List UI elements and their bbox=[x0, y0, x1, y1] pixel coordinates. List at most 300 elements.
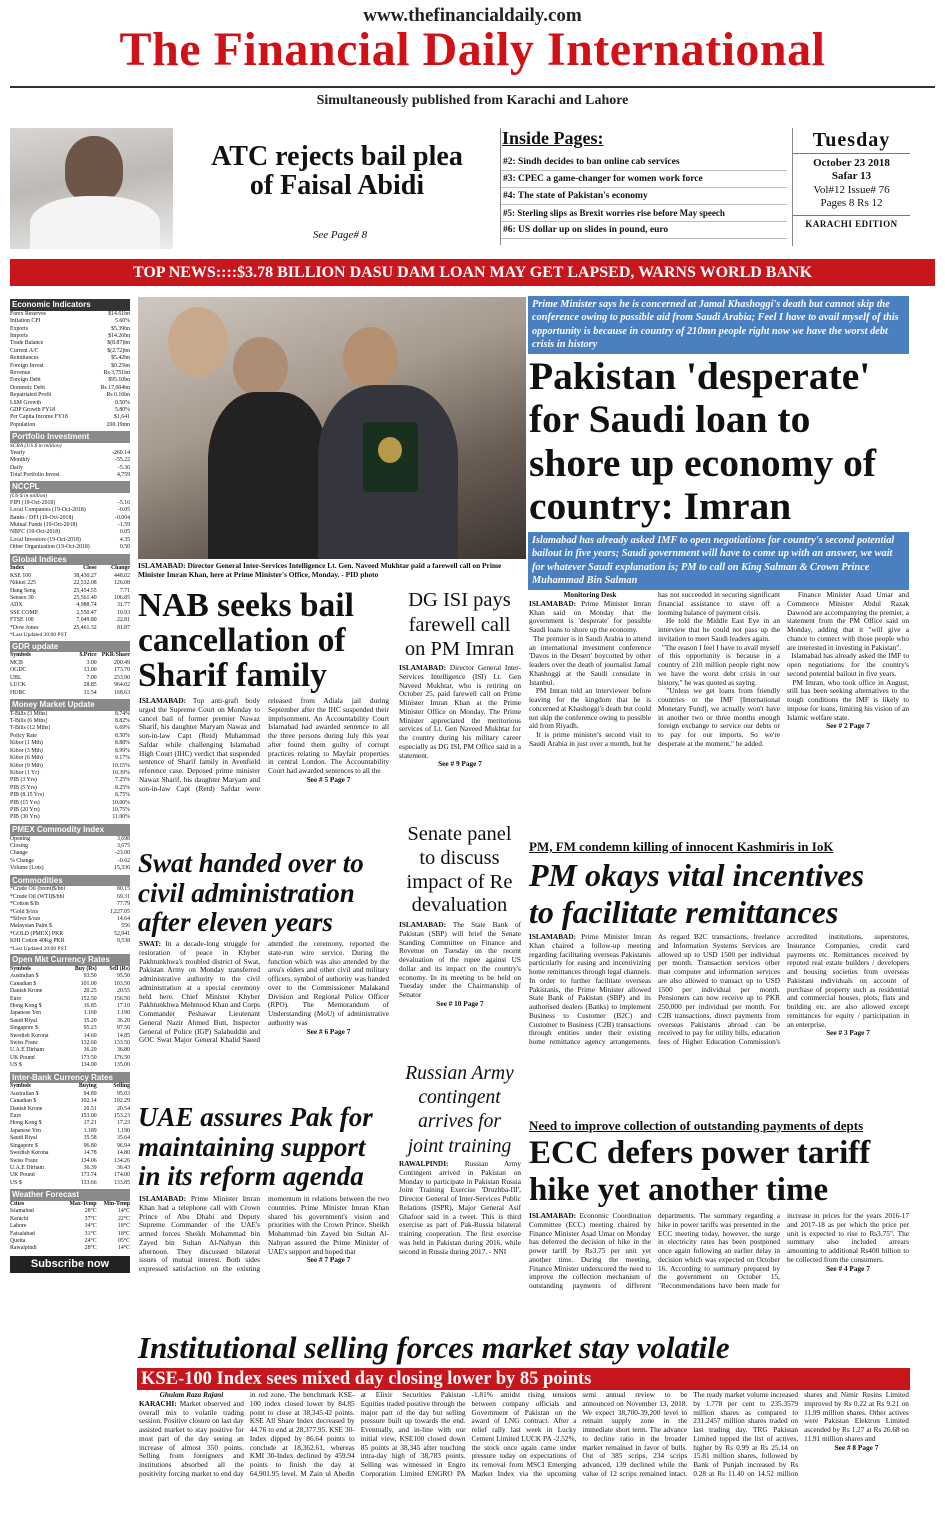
pmex-row bbox=[10, 858, 130, 865]
global-header-cell: Close bbox=[83, 565, 97, 572]
portfolio-cell: Yearly bbox=[10, 449, 26, 456]
swat-headline-l2: civil administration bbox=[138, 877, 355, 908]
economic-cell: Rs 0.16bn bbox=[106, 392, 130, 399]
money-row bbox=[10, 711, 130, 718]
global-row bbox=[10, 573, 130, 580]
money-cell: 8.25% bbox=[115, 784, 130, 791]
economic-cell: Imports bbox=[10, 332, 29, 339]
top-story-see-page[interactable]: See Page# 8 bbox=[312, 229, 368, 241]
portfolio-cell: -260.14 bbox=[112, 449, 130, 456]
money-cell: 10.15% bbox=[112, 762, 130, 769]
global-row bbox=[10, 610, 130, 617]
gdr-header-cell: $.Price bbox=[79, 652, 97, 659]
commodities-cell: *GOLD (PMEX) PKR bbox=[10, 930, 64, 937]
senate-text: The State Bank of Pakistan (SBP) will brief the Senate Standing Committee on Finance and Revenue on Tuesday on the recent devaluation of the rupee against US dollar and its impact on the country's economy. In its meeting to be held on Tuesday under the Chairmanship of Senator bbox=[399, 921, 521, 999]
swat-headline-l3: after eleven years bbox=[138, 907, 333, 938]
global-cell: FTSE 100 bbox=[10, 617, 34, 624]
interbank-cell: 17.21 bbox=[83, 1120, 97, 1127]
economic-row bbox=[10, 370, 130, 377]
open_mkt-cell: Hong Kong $ bbox=[10, 1003, 42, 1010]
weather-cell: Islamabad bbox=[10, 1208, 34, 1215]
nccpl-row bbox=[10, 544, 130, 551]
commodities-row bbox=[10, 894, 130, 901]
open_mkt-cell: Swedish Korona bbox=[10, 1032, 49, 1039]
interbank-cell: 1.189 bbox=[83, 1127, 97, 1134]
economic-cell: Remittances bbox=[10, 355, 39, 362]
global-footnote: *Last Updated 20:00 PST bbox=[10, 632, 67, 639]
open_mkt-cell: 132.60 bbox=[80, 1040, 97, 1047]
open_mkt-cell: 156.50 bbox=[114, 995, 130, 1002]
global-cell: 448.02 bbox=[114, 572, 130, 579]
photo-caption: ISLAMABAD: Director General Inter-Services Intelligence Lt. Gen. Naveed Mukhtar paid a farewell call on Prime Minister Imran Khan, here at Prime Minister's Office, Monday. - PID photo bbox=[138, 561, 502, 579]
economic-row bbox=[10, 363, 130, 370]
inside-pages-box bbox=[500, 128, 787, 245]
weather-cell: Lahore bbox=[10, 1223, 27, 1230]
gdr-cell: 7.00 bbox=[86, 674, 97, 681]
economic-cell: GDP Growth FY18 bbox=[10, 407, 56, 414]
weather-cell: 18°C bbox=[118, 1223, 130, 1230]
subscribe-button[interactable]: Subscribe now bbox=[10, 1256, 130, 1273]
interbank-header-cell: Symbols bbox=[10, 1083, 31, 1090]
commodities-row bbox=[10, 901, 130, 908]
portfolio-cell: Daily bbox=[10, 464, 23, 471]
senate-headline-l1: Senate panel bbox=[407, 823, 512, 845]
commodities-row bbox=[10, 923, 130, 930]
global-row bbox=[10, 588, 130, 595]
open_mkt-cell: 173.50 bbox=[80, 1054, 97, 1061]
open_mkt-cell: 93.50 bbox=[83, 973, 97, 980]
money-row bbox=[10, 740, 130, 747]
interbank-cell: 102.29 bbox=[114, 1098, 130, 1105]
weather-header-cell: Max-Temp bbox=[69, 1200, 97, 1207]
gdr-row bbox=[10, 660, 130, 667]
senate-body bbox=[399, 921, 521, 1061]
top-news-ticker[interactable]: TOP NEWS::::$3.78 BILLION DASU DAM LOAN MAY GET LAPSED, WARNS WORLD BANK bbox=[10, 259, 935, 286]
interbank-cell: 102.14 bbox=[80, 1098, 97, 1105]
open_mkt-cell: 20.25 bbox=[83, 988, 97, 995]
open_mkt-cell: 103.50 bbox=[114, 980, 130, 987]
economic-cell: $5.42bn bbox=[111, 355, 130, 362]
global-cell: SSE COMP bbox=[10, 609, 38, 616]
open_mkt-cell: Japanese Yen bbox=[10, 1010, 41, 1017]
economic-row bbox=[10, 340, 130, 347]
money-cell: Kibor (1 Mth) bbox=[10, 740, 43, 747]
global-cell: 106.85 bbox=[114, 595, 130, 601]
nab-headline[interactable] bbox=[138, 588, 398, 694]
weather-cell: 22°C bbox=[118, 1215, 130, 1222]
bottom-headline[interactable]: Institutional selling forces market stay volatile bbox=[138, 1330, 730, 1365]
saudi-byline: Monitoring Desk bbox=[563, 591, 617, 599]
swat-dateline: SWAT: bbox=[139, 940, 162, 948]
senate-headline[interactable] bbox=[398, 823, 521, 918]
gdr-cell: 233.90 bbox=[114, 674, 130, 681]
nab-headline-l3: Sharif family bbox=[138, 657, 327, 695]
money-cell: 8.88% bbox=[115, 740, 130, 747]
open_mkt-cell: 1.160 bbox=[83, 1010, 97, 1017]
dgisi-dateline: ISLAMABAD: bbox=[399, 664, 447, 672]
weather-row bbox=[10, 1231, 130, 1238]
global-cell: 38,430.27 bbox=[73, 572, 97, 579]
nccpl-cell: 0.50 bbox=[119, 544, 130, 551]
weather-cell: 34°C bbox=[84, 1223, 97, 1230]
nab-dateline: ISLAMABAD: bbox=[139, 697, 187, 705]
money-cell: PIB (15 Yrs) bbox=[10, 799, 40, 806]
nccpl-cell: -5.16 bbox=[117, 499, 130, 506]
weather-cell: 37°C bbox=[84, 1215, 97, 1222]
weather-header-row bbox=[10, 1201, 130, 1208]
uae-headline-l2: maintaining support bbox=[138, 1131, 366, 1162]
money-row bbox=[10, 718, 130, 725]
interbank-cell: 134.06 bbox=[80, 1157, 97, 1164]
bottom-text: Market observed and overall mix to volatile trading session. Positive closure on last day assisted market to stay positive for most part of the day seeing an increase of almost 350 points. Selling from foreigners and institutions absorbed all the positivity forcing market to end day in red zone. The benchmark KSE-100 index closed lower by 84.85 point to close at 38,345.42 points. KSE All Share Index decreased by 44.76 to end at 28,377.95. KSE 30-Index dipped by 86.64 points to conclude at 18,362.61, whereas KMI 30-Index declined by 459.94 points to finish the day at 64,901.95 level. M Zain ul Abedin at Elixir Securities Pakistan Equities traded positive through the major part of the day but selling pressure built up towards the end. Eventually, and in-line with our initial view, KSE100 closed down 85 points at 38,345 after touching intra-day high of 38,783 points. Selling was witnessed in Engro Corporation Limited ENGRO PA -1.81% amidst rising tensions between company officials and Government of Pakistan on the award of LNG contract. After a relief rally last week in Lucky Cement Limited LUCK PA -2.52%, the stock once again came under pressure today on expectations of its removal from MSCI Emerging Market Index via the upcoming semi annual review to be announced on November 13, 2018. We expect 38,700-39,200 level to remain supply zone in the immediate short term. The advance to decline ratio in the broader market remained in favor of bulls. Out of 385 scrips, 234 scrips advanced, 139 declined while the value of 12 scrips remained intact. The ready market volume increased by 1.778 per cent to 235.3579 million shares as compared to 231.2457 million shares traded on last trading day. TRG Pakistan Limited topped the list of actives, higher by Rs 0.99 at Rs 25.14 on 15.81 million shares, followed by Bank of Punjab increased by Rs 0.28 at Rs 11.40 on 14.52 million shares and Nimir Resins Limited improved by Rs 0.22 at Rs 9.21 on 11.99 million shares. Other actives were Pakistan Elektron Limited ascended by Rs 1.27 at Rs 26.68 on 11.91 million shares and bbox=[139, 1391, 909, 1478]
global-cell: 10.93 bbox=[116, 609, 130, 616]
money-cell: PIB (8.15 Yrs) bbox=[10, 792, 45, 799]
remit-body bbox=[529, 933, 909, 1113]
interbank-row bbox=[10, 1165, 130, 1172]
uae-dateline: ISLAMABAD: bbox=[139, 1195, 187, 1203]
top-story-headline-line1: ATC rejects bail plea bbox=[211, 141, 463, 172]
interbank-cell: 20.54 bbox=[116, 1105, 130, 1112]
money-cell: PIB (3 Yrs) bbox=[10, 777, 37, 784]
money-cell: T-Bills (3 Mths) bbox=[10, 710, 48, 717]
pmex-cell: % Change bbox=[10, 857, 34, 864]
open_mkt-header-cell: Sell (Rs) bbox=[109, 966, 130, 972]
swat-see-page[interactable]: See # 6 Page 7 bbox=[306, 1026, 351, 1036]
open_mkt-row bbox=[10, 1033, 130, 1040]
open_mkt-row bbox=[10, 996, 130, 1003]
open_mkt-cell: UK Pound bbox=[10, 1054, 35, 1061]
interbank-cell: 174.00 bbox=[114, 1172, 130, 1179]
portfolio-row bbox=[10, 465, 130, 472]
interbank-cell: 35.64 bbox=[116, 1135, 130, 1142]
money-cell: 8.99% bbox=[115, 747, 130, 754]
money-row bbox=[10, 755, 130, 762]
global-cell: 31.77 bbox=[116, 602, 130, 609]
gdr-cell: 964.02 bbox=[114, 682, 130, 689]
saudi-body bbox=[529, 591, 909, 833]
commodities-footnote: *Last Updated 20:00 PST bbox=[10, 945, 67, 952]
dgisi-headline-l1: DG ISI pays bbox=[408, 589, 511, 611]
pmex-row bbox=[10, 850, 130, 857]
commodities-cell: 80.15 bbox=[116, 886, 130, 893]
economic-cell: $95.10bn bbox=[108, 377, 130, 384]
remit-headline-l1: PM okays vital incentives bbox=[529, 857, 865, 893]
economic-cell: Foreign Debt bbox=[10, 377, 41, 384]
interbank-cell: 1.190 bbox=[116, 1127, 130, 1134]
gdr-cell: OGDC bbox=[10, 667, 27, 674]
kashmir-headline[interactable]: PM, FM condemn killing of innocent Kashmiris in IoK bbox=[529, 839, 834, 854]
inside-pages-item[interactable]: #4: The state of Pakistan's economy bbox=[501, 188, 787, 205]
money-cell: 9.17% bbox=[115, 755, 130, 762]
interbank-cell: Hong Kong $ bbox=[10, 1120, 42, 1127]
saudi-intro-box: Prime Minister says he is concerned at Jamal Khashoggi's death but cannot skip the conference owing to possible aid from Saudi Arabia; Feel I have to avail myself of this opportunity is because in country of 210mn people right now we have the worst debt crisis in history bbox=[528, 296, 909, 354]
portfolio-row bbox=[10, 457, 130, 464]
ecc-headline-l1: ECC defers power tariff bbox=[529, 1135, 871, 1171]
interbank-cell: Australian $ bbox=[10, 1090, 39, 1097]
commodities-row bbox=[10, 938, 130, 945]
weather-cell: Faisalabad bbox=[10, 1230, 35, 1237]
interbank-cell: 17.23 bbox=[116, 1120, 130, 1127]
senate-see-page[interactable]: See # 10 Page 7 bbox=[436, 998, 484, 1008]
money-cell: PIB (5 Yrs) bbox=[10, 784, 37, 791]
open_mkt-row bbox=[10, 1047, 130, 1054]
depts-headline[interactable]: Need to improve collection of outstanding payments of depts bbox=[529, 1118, 864, 1133]
gdr-cell: MCB bbox=[10, 659, 23, 666]
economic-cell: Repatriated Profit bbox=[10, 392, 52, 399]
nccpl-cell: Mutual Funds (19-Oct-2018) bbox=[10, 522, 78, 528]
open_mkt-cell: 1.190 bbox=[116, 1010, 130, 1017]
nccpl-cell: Other Organization (19-Oct-2018) bbox=[10, 544, 90, 551]
global-cell: *Dow Jones bbox=[10, 624, 39, 631]
commodities-cell: 1,227.05 bbox=[109, 908, 130, 915]
dgisi-headline[interactable] bbox=[398, 588, 521, 662]
portfolio-note: SCRA (US $ in million) bbox=[10, 443, 62, 449]
global-cell: 126.08 bbox=[114, 580, 130, 587]
uae-see-page[interactable]: See # 7 Page 7 bbox=[306, 1255, 351, 1265]
economic-row bbox=[10, 355, 130, 362]
interbank-cell: 153.00 bbox=[80, 1113, 97, 1120]
open_mkt-row bbox=[10, 973, 130, 980]
open_mkt-row bbox=[10, 1018, 130, 1025]
open_mkt-cell: Saudi Riyal bbox=[10, 1017, 38, 1024]
global-cell: ADX bbox=[10, 602, 23, 609]
open_mkt-row bbox=[10, 988, 130, 995]
swat-headline-l1: Swat handed over to bbox=[138, 848, 364, 878]
money-cell: 8.74% bbox=[115, 710, 130, 717]
economic-row bbox=[10, 311, 130, 318]
interbank-cell: Euro bbox=[10, 1113, 22, 1120]
economic-cell: LSM Growth bbox=[10, 399, 42, 406]
open_mkt-header-row bbox=[10, 966, 130, 973]
gdr-cell: 200.49 bbox=[114, 659, 130, 666]
economic-row bbox=[10, 348, 130, 355]
pmex-cell: Change bbox=[10, 850, 28, 857]
economic-row bbox=[10, 392, 130, 399]
economic-cell: Foreign Invest bbox=[10, 362, 44, 369]
bottom-subhead: KSE-100 Index sees mixed day closing lower by 85 points bbox=[137, 1368, 910, 1390]
saudi-p4: It is prime minister's second visit to Saudi Arabia in just over a month, but he has not succeeded in securing significant financial assistance to stave off a looming balance of payment crisis. bbox=[529, 591, 780, 748]
open_mkt-header-cell: Buy (Rs) bbox=[74, 966, 97, 972]
economic-cell: Revenue bbox=[10, 370, 31, 376]
interbank-row bbox=[10, 1091, 130, 1098]
open_mkt-row bbox=[10, 1055, 130, 1062]
open_mkt-cell: Swiss Franc bbox=[10, 1040, 39, 1047]
saudi-subhead-box: Islamabad has already asked IMF to open negotiations for country's second potential bailout in five years; Saudi government will have to come up with an answer, we wait for whatever Saudi explanation is; PM to call on King Salman & Crown Prince Muhammad Bin Salman bbox=[528, 532, 909, 590]
saudi-p5: He told the Middle East Eye in an interview that he could not pass up the invitation to meet Saudi leaders again. bbox=[658, 616, 781, 643]
money-cell: T-Bills (12 Mths) bbox=[10, 725, 51, 732]
weather-cell: Karachi bbox=[10, 1215, 29, 1222]
commodities-row bbox=[10, 909, 130, 916]
ecc-dateline: ISLAMABAD: bbox=[529, 1212, 577, 1220]
pmex-cell: Closing bbox=[10, 842, 29, 849]
remit-headline[interactable] bbox=[529, 857, 911, 931]
dgisi-see-page[interactable]: See # 9 Page 7 bbox=[438, 759, 482, 769]
nccpl-row bbox=[10, 537, 130, 544]
money-row bbox=[10, 763, 130, 770]
inside-pages-item[interactable]: #6: US dollar up on slides in pound, euro bbox=[501, 222, 787, 239]
weather-header-cell: Min-Temp bbox=[103, 1200, 130, 1207]
open_mkt-cell: 14.60 bbox=[83, 1032, 97, 1039]
senate-headline-l2: to discuss bbox=[419, 846, 500, 869]
saudi-headline[interactable]: Pakistan 'desperate' for Saudi loan to shore up economy of country: Imran bbox=[529, 354, 877, 529]
pmex-cell: 3,698 bbox=[116, 835, 130, 842]
commodities-row bbox=[10, 916, 130, 923]
economic-cell: Trade Balance bbox=[10, 340, 44, 347]
saudi-see-page[interactable]: See # 2 Page 7 bbox=[826, 721, 870, 731]
gdr-cell: UBL bbox=[10, 674, 22, 681]
global-cell: 7.71 bbox=[119, 587, 130, 594]
gdr-cell: 28.85 bbox=[83, 682, 97, 689]
interbank-row bbox=[10, 1106, 130, 1113]
swat-headline[interactable] bbox=[138, 849, 398, 938]
commodities-cell: 14.64 bbox=[116, 915, 130, 922]
economic-row bbox=[10, 385, 130, 392]
economic-cell: Per Capita Income FY18 bbox=[10, 414, 68, 421]
nab-see-page[interactable]: See # 5 Page 7 bbox=[306, 774, 351, 784]
global-header-row bbox=[10, 565, 130, 572]
website-url[interactable]: www.thefinancialdaily.com bbox=[363, 5, 582, 26]
gdr-cell: 31.54 bbox=[83, 689, 97, 696]
global-cell: 25,561.40 bbox=[73, 595, 97, 601]
interbank-cell: 173.74 bbox=[80, 1172, 97, 1179]
russian-headline-l2: contingent bbox=[418, 1087, 501, 1109]
economic-row bbox=[10, 414, 130, 421]
interbank-cell: 14.78 bbox=[83, 1150, 97, 1157]
interbank-cell: 14.80 bbox=[116, 1150, 130, 1157]
dateline-volume: Vol#12 Issue# 76 bbox=[813, 183, 890, 196]
economic-cell: $5.39bn bbox=[111, 325, 130, 332]
inside-pages-item[interactable]: #5: Sterling slips as Brexit worries rise before May speech bbox=[501, 205, 787, 222]
interbank-header-cell: Selling bbox=[113, 1083, 130, 1090]
uae-headline[interactable] bbox=[138, 1103, 398, 1192]
open_mkt-cell: 95.23 bbox=[83, 1025, 97, 1032]
nccpl-note: (US $ in million) bbox=[10, 493, 48, 500]
saudi-p10: PM Imran, who took office in August, still has been seeking alternatives to the tough conditions the IMF is likely to impose for loans, limiting his vision of an Islamic welfare state. bbox=[787, 677, 909, 722]
global-cell: 25,461.32 bbox=[73, 624, 97, 631]
interbank-cell: Canadian $ bbox=[10, 1098, 37, 1105]
open_mkt-cell: 133.50 bbox=[114, 1040, 130, 1047]
global-cell: 81.87 bbox=[116, 624, 130, 631]
open_mkt-cell: 36.80 bbox=[116, 1047, 130, 1054]
nccpl-row bbox=[10, 515, 130, 522]
global-cell: 25,454.55 bbox=[73, 587, 97, 594]
open_mkt-cell: Singapore $ bbox=[10, 1025, 38, 1032]
gdr-cell: HUBC bbox=[10, 689, 27, 696]
faisal-abidi-photo bbox=[10, 128, 173, 249]
pmex-row bbox=[10, 843, 130, 850]
tagline: Simultaneously published from Karachi and Lahore bbox=[316, 93, 629, 108]
weather-row bbox=[10, 1208, 130, 1215]
commodities-cell: Malaysian Palm $ bbox=[10, 923, 52, 930]
weather-cell: 31°C bbox=[84, 1230, 97, 1237]
weather-cell: Quetta bbox=[10, 1237, 26, 1244]
saudi-p3: PM Imran told an interviewer before leaving for the kingdom that he is concerned at Khashoggi's death but could not skip the conference owing to possible aid from Riyadh. bbox=[529, 686, 651, 731]
ecc-body bbox=[529, 1212, 909, 1327]
saudi-dateline: ISLAMABAD: bbox=[529, 598, 577, 608]
interbank-cell: U.A.E Dirham bbox=[10, 1164, 44, 1171]
interbank-cell: UK Pound bbox=[10, 1172, 35, 1179]
weather-cell: 14°C bbox=[118, 1245, 130, 1252]
economic-cell: Population bbox=[10, 421, 36, 428]
ecc-headline[interactable] bbox=[529, 1135, 911, 1209]
inside-pages-item[interactable]: #2: Sindh decides to ban online cab services bbox=[501, 154, 787, 171]
remit-dateline: ISLAMABAD: bbox=[529, 933, 577, 941]
economic-cell: 0.50% bbox=[115, 399, 130, 406]
ecc-see-page[interactable]: See # 4 Page 7 bbox=[826, 1263, 870, 1273]
global-cell: 22,532.08 bbox=[73, 580, 97, 587]
commodities-cell: 9,538 bbox=[116, 938, 130, 945]
money-heading: Money Market Update bbox=[10, 699, 130, 711]
global-header-cell: Change bbox=[110, 565, 130, 572]
dateline-edition: KARACHI EDITION bbox=[805, 218, 898, 229]
open_mkt-cell: 134.00 bbox=[80, 1062, 97, 1069]
money-cell: Kibor (3 Mth) bbox=[10, 747, 43, 754]
economic-row bbox=[10, 318, 130, 325]
inside-pages-item[interactable]: #3: CPEC a game-changer for women work force bbox=[501, 171, 787, 188]
russian-headline[interactable] bbox=[398, 1062, 521, 1159]
commodities-cell: 556 bbox=[121, 923, 130, 930]
nab-headline-l1: NAB seeks bail bbox=[138, 587, 354, 624]
money-row bbox=[10, 748, 130, 755]
saudi-p6: "The reason I feel I have to avail myself of this opportunity is because in a country of 210 million people right now we have the worst debt crisis in our history," he was quoted as saying. bbox=[658, 642, 780, 687]
gdr-cell: 173.70 bbox=[114, 667, 130, 674]
commodities-cell: *Crude Oil (WTI)$/bbl bbox=[10, 893, 65, 900]
pmex-cell: Volume (Lots) bbox=[10, 865, 44, 872]
commodities-cell: 69.31 bbox=[116, 893, 130, 900]
open_mkt-cell: 152.50 bbox=[80, 995, 97, 1002]
dateline-pages: Pages 8 Rs 12 bbox=[820, 197, 883, 210]
masthead-rule bbox=[10, 86, 935, 88]
dgisi-headline-l3: on PM Imran bbox=[404, 638, 515, 661]
economic-row bbox=[10, 422, 130, 429]
weather-row bbox=[10, 1245, 130, 1252]
portfolio-cell: 4,759 bbox=[116, 471, 130, 478]
money-row bbox=[10, 725, 130, 732]
money-cell: Policy Rate bbox=[10, 732, 37, 739]
portfolio-cell: -55.22 bbox=[115, 457, 130, 464]
weather-cell: 14°C bbox=[118, 1208, 130, 1215]
interbank-row bbox=[10, 1098, 130, 1105]
open_mkt-row bbox=[10, 1003, 130, 1010]
commodities-cell: 77.79 bbox=[116, 901, 130, 908]
nccpl-row bbox=[10, 522, 130, 529]
money-row bbox=[10, 785, 130, 792]
economic-cell: 5.60% bbox=[115, 318, 130, 325]
saudi-p1: Prime Minister Imran Khan said on Monday that the government is 'desperate' for possible Saudi loans to shore up the economy. bbox=[529, 598, 651, 634]
open_mkt-cell: Australian $ bbox=[10, 973, 39, 980]
weather-row bbox=[10, 1223, 130, 1230]
economic-cell: $(8.87)bn bbox=[107, 340, 130, 347]
economic-row bbox=[10, 407, 130, 414]
bottom-see-page[interactable]: See # 8 Page 7 bbox=[834, 1442, 879, 1452]
uae-text: Prime Minister Imran Khan had a telephone call with Crown Prince of Abu Dhabi and Deputy Supreme Commander of the UAE's armed forces Sheikh Mohammad bin Zayed bin Sultan Al-Nahyan this afternoon. They discussed bilateral issues of mutual interest. Both sides expressed satisfaction on the existing momentum in relations between the two countries. Prime Minister Imran Khan shared his government's vision and priorities with the Crown Prince. Sheikh Mohammad bin Zayed bin Sultan Al-Nahyan assured the Prime Minister of UAE's support and hoped that bbox=[139, 1195, 389, 1273]
money-cell: 8.50% bbox=[115, 732, 130, 739]
interbank-row bbox=[10, 1120, 130, 1127]
gdr-row bbox=[10, 682, 130, 689]
interbank-row bbox=[10, 1143, 130, 1150]
money-cell: 8.82% bbox=[115, 718, 130, 725]
top-story-headline[interactable] bbox=[178, 142, 496, 201]
commodities-cell: 52,941 bbox=[114, 930, 130, 937]
portfolio-cell: Total Portfolio Invest bbox=[10, 471, 60, 478]
interbank-cell: 36.39 bbox=[83, 1164, 97, 1171]
pmex-cell: 15,336 bbox=[114, 865, 130, 872]
money-cell: 10.75% bbox=[112, 806, 130, 813]
open_mkt-cell: 20.55 bbox=[116, 988, 130, 995]
remit-see-page[interactable]: See # 3 Page 7 bbox=[826, 1028, 870, 1038]
interbank-cell: 133.66 bbox=[80, 1179, 97, 1186]
economic-cell: Inflation CPI bbox=[10, 318, 41, 325]
